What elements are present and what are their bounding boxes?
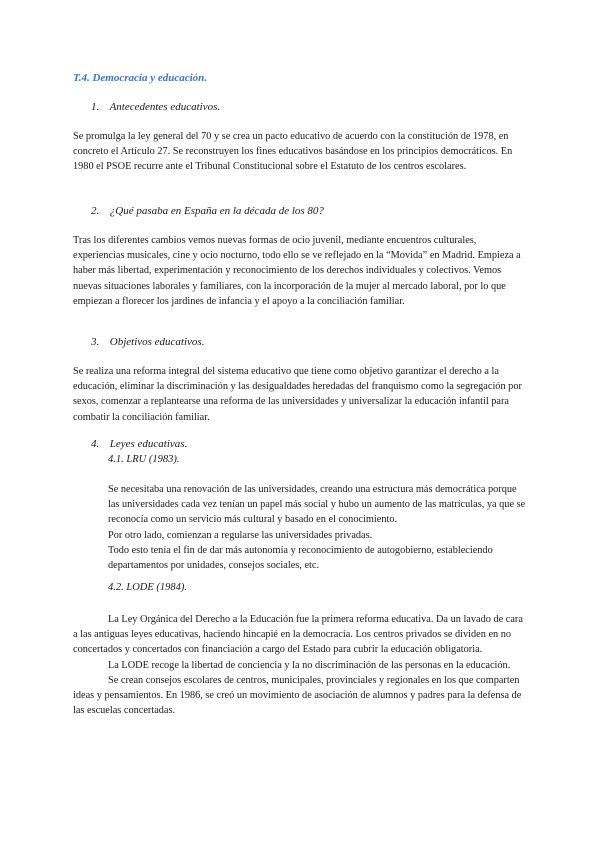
subsection-lru-text bbox=[108, 482, 530, 573]
section-1-number: 1. bbox=[91, 101, 100, 113]
lode-paragraph: La LODE recoge la libertad de conciencia y la no discriminación de las personas en la educación. bbox=[108, 659, 511, 671]
section-1-title: Antecedentes educativos. bbox=[109, 101, 221, 113]
subsection-lode-text bbox=[73, 612, 529, 718]
section-3-number: 3. bbox=[91, 336, 100, 348]
section-3-title: Objetivos educativos. bbox=[109, 336, 205, 348]
section-3-heading bbox=[91, 336, 204, 348]
section-2-heading bbox=[91, 205, 324, 217]
section-1-paragraph: Se promulga la ley general del 70 y se crea un pacto educativo de acuerdo con la constitución de 1978, en concreto el Artículo 27. Se reconstruyen los fines educativos basándose en los principios democráticos. En 1980 el PSOE recurre ante el Tribunal Constitucional sobre el Estatuto de los centros escolares. bbox=[73, 131, 513, 173]
section-2-paragraph: Tras los diferentes cambios vemos nuevas formas de ocio juvenil, mediante encuentros culturales, experiencias musicales, cine y ocio nocturno, todo ello se ve reflejado en la “Movida” en Madrid. Empieza a haber más libertad, experimentación y reconocimiento de los derechos individuales y colectivos. Vemos nuevas situaciones laborales y familiares, con la incorporación de la mujer al mercado laboral, por lo que empiezan a florecer los jardines de infancia y el apoyo a la conciliación familiar. bbox=[73, 235, 521, 307]
section-3-paragraph: Se realiza una reforma integral del sistema educativo que tiene como objetivo garantizar el derecho a la educación, eliminar la discriminación y las desigualdades heredadas del franquismo como la segregación por sexos, comenzar a replantearse una reforma de las universidades y universalizar la educación infantil para combatir la conciliación familiar. bbox=[73, 366, 522, 423]
subsection-lru-heading: 4.1. LRU (1983). bbox=[108, 454, 180, 465]
section-2-title: ¿Qué pasaba en España en la década de los 80? bbox=[109, 205, 324, 217]
section-4-title: Leyes educativas. bbox=[109, 438, 188, 450]
document-title: T.4. Democracia y educación. bbox=[73, 72, 208, 84]
lode-paragraph: Se crean consejos escolares de centros, municipales, provinciales y regionales en los que comparten ideas y pensamientos. En 1986, se creó un movimiento de asociación de alumnos y padres para la defensa de las escuelas concertadas. bbox=[73, 674, 522, 717]
section-1-heading bbox=[91, 101, 220, 113]
section-4-heading bbox=[91, 438, 187, 450]
lru-line: Todo esto tenía el fin de dar más autonomía y reconocimiento de autogobierno, estableciendo departamentos por unidades, consejos sociales, etc. bbox=[108, 544, 493, 572]
lode-paragraph: La Ley Orgánica del Derecho a la Educación fue la primera reforma educativa. Da un lavado de cara a las antiguas leyes educativas, haciendo hincapié en la democracia. Los centros privados se dividen en no concertados y concertados con financiación a cargo del Estado para cubrir la educación obligatoria. bbox=[73, 614, 523, 656]
section-2-number: 2. bbox=[91, 205, 100, 217]
subsection-lode-heading: 4.2. LODE (1984). bbox=[108, 582, 188, 593]
lru-line: Se necesitaba una renovación de las universidades, creando una estructura más democrática porque las universidades cada vez tenían un papel más social y hubo un aumento de las matrículas, ya que se reconocía como un servicio más cultural y basado en el conocimiento. bbox=[108, 484, 526, 526]
lru-line: Por otro lado, comienzan a regularse las universidades privadas. bbox=[108, 529, 373, 541]
section-4-number: 4. bbox=[91, 438, 100, 450]
